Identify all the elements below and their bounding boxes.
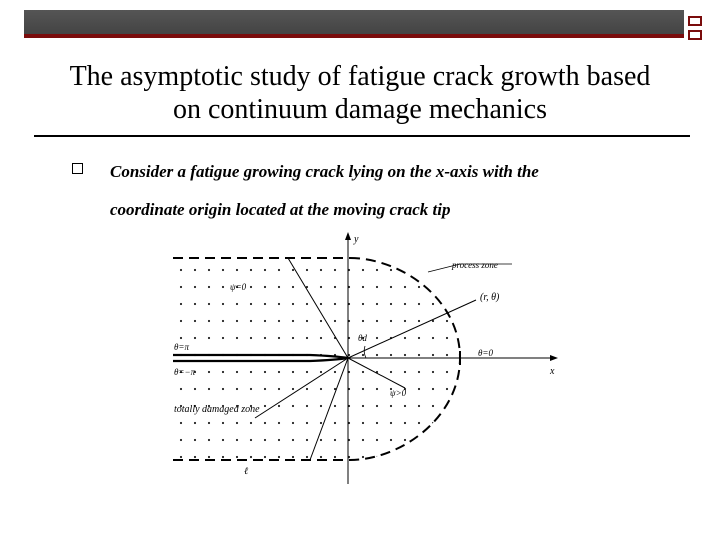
theta-zero-label: θ=0 bbox=[478, 348, 493, 358]
process-zone-label: process zone bbox=[452, 260, 498, 270]
bullet-paragraph bbox=[110, 153, 690, 229]
theta-d-label: θd bbox=[358, 333, 367, 343]
polar-coordinate-label: (r, θ) bbox=[480, 292, 500, 303]
crack-tip-diagram bbox=[160, 228, 580, 490]
psi-positive-label: ψ>0 bbox=[390, 388, 407, 398]
bullet-square-icon bbox=[72, 163, 83, 174]
ell-label: ℓ bbox=[244, 466, 249, 477]
title-divider bbox=[34, 135, 690, 137]
theta-minus-pi-label: θ=−π bbox=[174, 367, 196, 377]
slide-header-bar-fill bbox=[24, 10, 684, 34]
bullet-line-2: coordinate origin located at the moving crack tip bbox=[110, 200, 451, 219]
psi-zero-label: ψ=0 bbox=[230, 282, 247, 292]
slide-title-line-1: The asymptotic study of fatigue crack growth based bbox=[69, 61, 651, 92]
bullet-line-1: Consider a fatigue growing crack lying on the x-axis with the bbox=[110, 162, 539, 181]
corner-decoration-bottom bbox=[688, 30, 702, 40]
y-axis-label: y bbox=[354, 234, 359, 245]
corner-decoration-top bbox=[688, 16, 702, 26]
y-axis-arrow-icon bbox=[345, 232, 351, 240]
theta-pi-label: θ=π bbox=[174, 342, 190, 352]
slide-header-bar bbox=[24, 10, 684, 38]
x-axis-arrow-icon bbox=[550, 355, 558, 361]
x-axis-label: x bbox=[550, 366, 555, 377]
totally-damaged-zone-label: totally damaged zone bbox=[174, 404, 260, 415]
slide-title bbox=[20, 60, 700, 126]
crack-tip-diagram-svg bbox=[160, 228, 580, 490]
slide-title-line-2: on continuum damage mechanics bbox=[173, 94, 547, 125]
